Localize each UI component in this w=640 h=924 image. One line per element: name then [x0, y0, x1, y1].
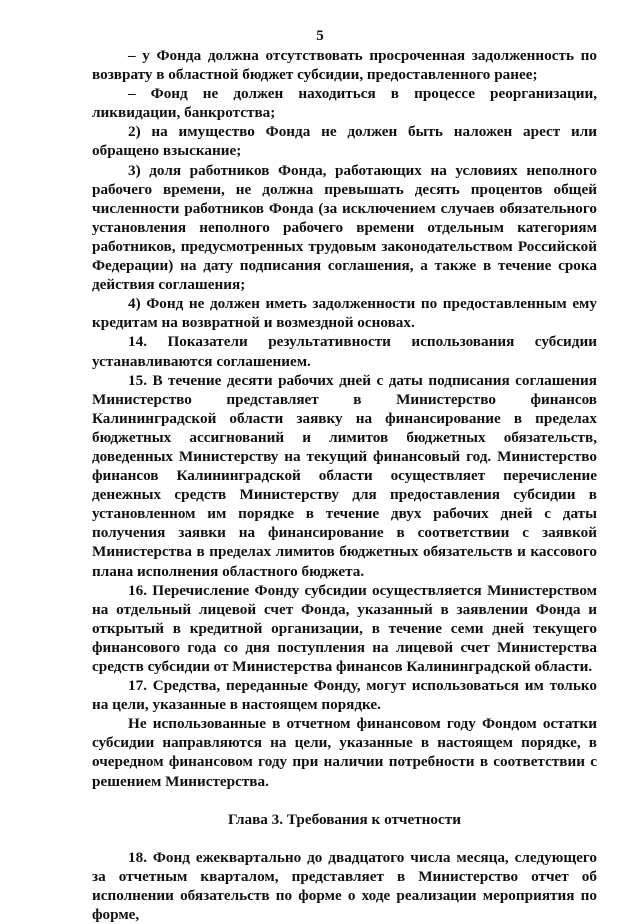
- chapter-heading: Глава 3. Требования к отчетности: [228, 810, 461, 828]
- paragraph-unused-balances: Не использованные в отчетном финансовом году Фондом остатки субсидии направляются на цели, указанные в настоящем порядке, в очередном финансовом году при наличии потребности в соответствии с решением Министерства.: [92, 715, 597, 790]
- paragraph-arrest: 2) на имущество Фонда не должен быть наложен арест или обращено взыскание;: [92, 123, 597, 160]
- paragraph-15: 15. В течение десяти рабочих дней с даты подписания соглашения Министерство представляет в Министерство финансов Калининградской области заявку на финансирование в пределах бюджетных ассигнований и лимитов бюджетных обязательств, доведенных Министерству на текущий финансовый год. Министерство финансов Калининградской области осуществляет перечисление денежных средств Министерству для предоставления субсидии в установленном им порядке в течение двух рабочих дней с даты получения заявки на финансирование в соответствии с заявкой Министерства в пределах лимитов бюджетных обязательств и кассового плана исполнения областного бюджета.: [92, 371, 597, 580]
- paragraph-part-time-share: 3) доля работников Фонда, работающих на условиях неполного рабочего времени, не должна превышать десять процентов общей численности работников Фонда (за исключением случаев обязательного установления неполного рабочего времени отдельным категориям работников, предусмотренных трудовым законодательством Российской Федерации) на дату подписания соглашения, а также в течение срока действия соглашения;: [92, 161, 597, 294]
- page-number: 5: [316, 28, 324, 44]
- paragraph-arrears: – у Фонда должна отсутствовать просроченная задолженность по возврату в областной бюджет субсидии, предоставленного ранее;: [92, 47, 597, 84]
- paragraph-14: 14. Показатели результативности использования субсидии устанавливаются соглашением.: [92, 333, 597, 370]
- paragraph-reorganization: – Фонд не должен находиться в процессе реорганизации, ликвидации, банкротства;: [92, 85, 597, 122]
- paragraph-credit-debt: 4) Фонд не должен иметь задолженности по предоставленным ему кредитам на возвратной и возмездной основах.: [92, 295, 597, 332]
- paragraph-17: 17. Средства, переданные Фонду, могут использоваться им только на цели, указанные в настоящем порядке.: [92, 677, 597, 714]
- paragraph-18: 18. Фонд ежеквартально до двадцатого числа месяца, следующего за отчетным кварталом, представляет в Министерство отчет об исполнении обязательств по форме о ходе реализации мероприятия по форме,: [92, 848, 597, 924]
- paragraph-16: 16. Перечисление Фонду субсидии осуществляется Министерством на отдельный лицевой счет Фонда, указанный в заявлении Фонда и открытый в кредитной организации, в течение семи дней текущего финансового года со дня поступления на лицевой счет Министерства средств субсидии от Министерства финансов Калининградской области.: [92, 581, 597, 675]
- document-body: [92, 46, 597, 924]
